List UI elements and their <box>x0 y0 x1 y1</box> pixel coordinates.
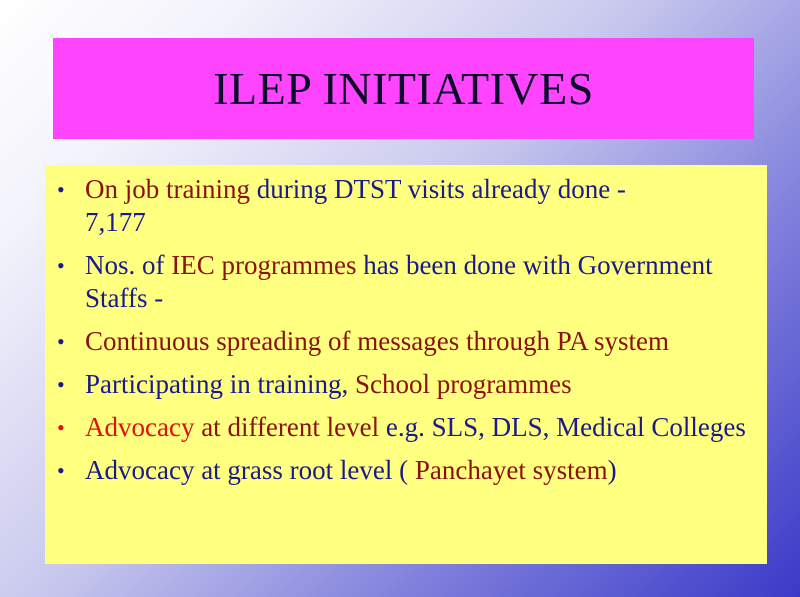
bullet-item-pa-system <box>55 325 757 358</box>
bullet-text: IEC programmes <box>171 250 357 280</box>
bullet-text: during DTST visits already done - <box>249 174 626 204</box>
bullet-dot-icon: • <box>57 415 65 440</box>
content-panel <box>45 165 767 564</box>
bullet-text: has been done with Government Staffs - <box>85 250 713 313</box>
slide-title: ILEP INITIATIVES <box>213 63 594 114</box>
bullet-text: ) <box>607 455 617 485</box>
bullet-value: 7,177 <box>85 207 146 237</box>
bullet-dot-icon: • <box>57 372 65 397</box>
bullet-text: School programmes <box>354 369 572 399</box>
bullet-text: e.g. SLS, DLS, Medical Colleges <box>385 412 746 442</box>
bullet-item-participating <box>55 368 757 401</box>
bullet-item-iec-programmes <box>55 249 757 315</box>
bullet-text: Nos. of <box>85 250 172 280</box>
title-banner <box>53 38 754 139</box>
bullet-item-advocacy-levels <box>55 411 757 444</box>
bullet-item-grass-root <box>55 454 757 487</box>
bullet-list <box>55 173 757 487</box>
bullet-dot-icon: • <box>57 329 65 354</box>
bullet-text: Panchayet system <box>414 455 608 485</box>
bullet-dot-icon: • <box>57 177 65 202</box>
bullet-text: at different level <box>194 412 386 442</box>
bullet-text: Advocacy at grass root level ( <box>85 455 415 485</box>
bullet-text: Participating in training, <box>85 369 355 399</box>
bullet-item-on-job-training <box>55 173 757 239</box>
bullet-text: On job training <box>85 174 250 204</box>
bullet-dot-icon: • <box>57 253 65 278</box>
bullet-dot-icon: • <box>57 458 65 483</box>
bullet-text: Advocacy <box>85 412 195 442</box>
bullet-text: Continuous spreading of messages through PA system <box>85 326 669 356</box>
